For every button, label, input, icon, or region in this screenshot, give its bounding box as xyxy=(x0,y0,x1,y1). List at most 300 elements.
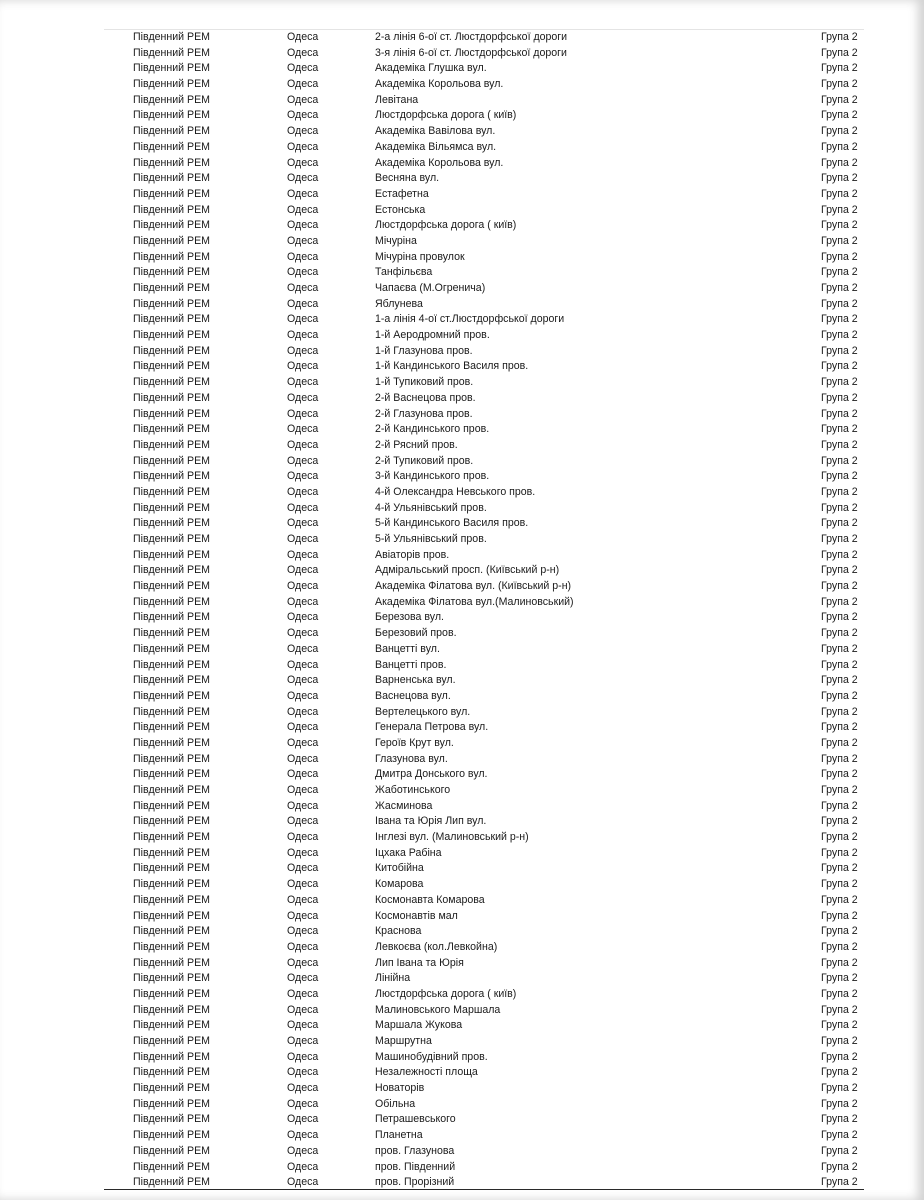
rem-cell: Південний РЕМ xyxy=(133,78,210,91)
rem-cell: Південний РЕМ xyxy=(133,423,210,436)
table-row xyxy=(0,438,924,454)
city-cell: Одеса xyxy=(287,1050,319,1063)
group-cell: Група 2 xyxy=(821,313,858,326)
street-cell: пров. Південний xyxy=(375,1160,456,1173)
street-cell: Академіка Корольова вул. xyxy=(375,156,504,169)
group-cell: Група 2 xyxy=(821,689,858,702)
city-cell: Одеса xyxy=(287,674,319,687)
rem-cell: Південний РЕМ xyxy=(133,187,210,200)
street-cell: Краснова xyxy=(375,925,422,938)
table-row xyxy=(0,720,924,736)
table-row xyxy=(0,893,924,909)
street-cell: Мічуріна провулок xyxy=(375,250,465,263)
city-cell: Одеса xyxy=(287,219,319,232)
street-cell: Вертелецького вул. xyxy=(375,705,471,718)
street-cell: Комарова xyxy=(375,878,424,891)
group-cell: Група 2 xyxy=(821,611,858,624)
table-row xyxy=(0,1112,924,1128)
street-cell: Івана та Юрія Лип вул. xyxy=(375,815,487,828)
rem-cell: Південний РЕМ xyxy=(133,62,210,75)
group-cell: Група 2 xyxy=(821,438,858,451)
city-cell: Одеса xyxy=(287,1003,319,1016)
city-cell: Одеса xyxy=(287,1097,319,1110)
rem-cell: Південний РЕМ xyxy=(133,784,210,796)
table-row xyxy=(0,814,924,830)
street-cell: Космонавтів мал xyxy=(375,909,458,922)
group-cell: Група 2 xyxy=(821,1019,858,1032)
street-cell: Яблунева xyxy=(375,297,423,310)
group-cell: Група 2 xyxy=(821,485,858,498)
group-cell: Група 2 xyxy=(821,1066,858,1079)
street-cell: Лінійна xyxy=(375,972,411,985)
city-cell: Одеса xyxy=(287,1129,319,1142)
table-row xyxy=(0,171,924,187)
rem-cell: Південний РЕМ xyxy=(133,580,210,593)
table-row xyxy=(0,846,924,862)
city-cell: Одеса xyxy=(287,454,319,467)
table-row xyxy=(0,877,924,893)
table-row xyxy=(0,987,924,1003)
rem-cell: Південний РЕМ xyxy=(133,689,210,702)
city-cell: Одеса xyxy=(287,736,319,749)
rem-cell: Південний РЕМ xyxy=(133,517,210,530)
group-cell: Група 2 xyxy=(821,407,858,420)
table-row xyxy=(0,218,924,234)
group-cell: Група 2 xyxy=(821,360,858,373)
group-cell: Група 2 xyxy=(821,580,858,593)
group-cell: Група 2 xyxy=(821,297,858,310)
city-cell: Одеса xyxy=(287,172,319,185)
city-cell: Одеса xyxy=(287,1160,319,1173)
rem-cell: Південний РЕМ xyxy=(133,846,210,859)
street-cell: Васнецова вул. xyxy=(375,689,451,702)
group-cell: Група 2 xyxy=(821,391,858,404)
group-cell: Група 2 xyxy=(821,1129,858,1142)
group-cell: Група 2 xyxy=(821,1160,858,1173)
rem-cell: Південний РЕМ xyxy=(133,1097,210,1110)
city-cell: Одеса xyxy=(287,109,319,122)
street-cell: Академіка Вавілова вул. xyxy=(375,125,496,138)
group-cell: Група 2 xyxy=(821,1144,858,1157)
street-cell: 1-й Глазунова пров. xyxy=(375,344,473,357)
group-cell: Група 2 xyxy=(821,956,858,969)
group-cell: Група 2 xyxy=(821,940,858,953)
street-cell: Люстдорфська дорога ( київ) xyxy=(375,987,517,1000)
table-row xyxy=(0,689,924,705)
rem-cell: Південний РЕМ xyxy=(133,674,210,687)
city-cell: Одеса xyxy=(287,1144,319,1157)
street-cell: 2-й Тупиковий пров. xyxy=(375,454,474,467)
group-cell: Група 2 xyxy=(821,203,858,216)
city-cell: Одеса xyxy=(287,391,319,404)
group-cell: Група 2 xyxy=(821,454,858,467)
street-cell: Варненська вул. xyxy=(375,674,456,687)
group-cell: Група 2 xyxy=(821,909,858,922)
street-cell: Китобійна xyxy=(375,862,424,875)
rem-cell: Південний РЕМ xyxy=(133,972,210,985)
rem-cell: Південний РЕМ xyxy=(133,940,210,953)
city-cell: Одеса xyxy=(287,893,319,906)
street-cell: Чапаєва (М.Огренича) xyxy=(375,282,486,294)
city-cell: Одеса xyxy=(287,62,319,75)
table-row xyxy=(0,673,924,689)
street-cell: Іцхака Рабіна xyxy=(375,846,442,859)
rem-cell: Південний РЕМ xyxy=(133,721,210,734)
rem-cell: Південний РЕМ xyxy=(133,956,210,969)
rem-cell: Південний РЕМ xyxy=(133,501,210,514)
city-cell: Одеса xyxy=(287,470,319,483)
rem-cell: Південний РЕМ xyxy=(133,1066,210,1079)
rem-cell: Південний РЕМ xyxy=(133,376,210,389)
rem-cell: Південний РЕМ xyxy=(133,799,210,812)
city-cell: Одеса xyxy=(287,140,319,153)
street-cell: Жаботинського xyxy=(375,784,451,796)
rem-cell: Південний РЕМ xyxy=(133,485,210,498)
table-row xyxy=(0,1097,924,1113)
street-cell: 2-а лінія 6-ої ст. Люстдорфської дороги xyxy=(375,31,568,43)
rem-cell: Південний РЕМ xyxy=(133,533,210,545)
table-row xyxy=(0,830,924,846)
rem-cell: Південний РЕМ xyxy=(133,893,210,906)
table-row xyxy=(0,1144,924,1160)
table-row xyxy=(0,93,924,109)
rem-cell: Південний РЕМ xyxy=(133,140,210,153)
group-cell: Група 2 xyxy=(821,658,858,671)
street-cell: Академіка Глушка вул. xyxy=(375,62,487,75)
city-cell: Одеса xyxy=(287,31,319,43)
table-row xyxy=(0,407,924,423)
rem-cell: Південний РЕМ xyxy=(133,156,210,169)
city-cell: Одеса xyxy=(287,93,319,106)
rem-cell: Південний РЕМ xyxy=(133,1144,210,1157)
street-cell: Глазунова вул. xyxy=(375,752,448,765)
group-cell: Група 2 xyxy=(821,548,858,561)
city-cell: Одеса xyxy=(287,784,319,796)
group-cell: Група 2 xyxy=(821,156,858,169)
group-cell: Група 2 xyxy=(821,46,858,59)
table-row xyxy=(0,658,924,674)
city-cell: Одеса xyxy=(287,658,319,671)
city-cell: Одеса xyxy=(287,846,319,859)
group-cell: Група 2 xyxy=(821,1176,858,1189)
rem-cell: Південний РЕМ xyxy=(133,878,210,891)
city-cell: Одеса xyxy=(287,627,319,640)
group-cell: Група 2 xyxy=(821,329,858,342)
table-row xyxy=(0,250,924,266)
rem-cell: Південний РЕМ xyxy=(133,360,210,373)
street-cell: 2-й Кандинського пров. xyxy=(375,423,490,436)
rem-cell: Південний РЕМ xyxy=(133,642,210,655)
table-row xyxy=(0,469,924,485)
city-cell: Одеса xyxy=(287,815,319,828)
table-row xyxy=(0,77,924,93)
city-cell: Одеса xyxy=(287,250,319,263)
table-row xyxy=(0,124,924,140)
table-row xyxy=(0,108,924,124)
group-cell: Група 2 xyxy=(821,93,858,106)
rem-cell: Південний РЕМ xyxy=(133,125,210,138)
table-row xyxy=(0,501,924,517)
rem-cell: Південний РЕМ xyxy=(133,768,210,781)
group-cell: Група 2 xyxy=(821,234,858,247)
city-cell: Одеса xyxy=(287,548,319,561)
table-row xyxy=(0,548,924,564)
city-cell: Одеса xyxy=(287,344,319,357)
rem-cell: Південний РЕМ xyxy=(133,862,210,875)
city-cell: Одеса xyxy=(287,564,319,577)
group-cell: Група 2 xyxy=(821,31,858,43)
group-cell: Група 2 xyxy=(821,109,858,122)
city-cell: Одеса xyxy=(287,203,319,216)
rem-cell: Південний РЕМ xyxy=(133,925,210,938)
table-row xyxy=(0,956,924,972)
group-cell: Група 2 xyxy=(821,423,858,436)
street-cell: 4-й Ульянівський пров. xyxy=(375,501,487,514)
group-cell: Група 2 xyxy=(821,470,858,483)
table-row xyxy=(0,140,924,156)
group-cell: Група 2 xyxy=(821,376,858,389)
table-row xyxy=(0,736,924,752)
table-row xyxy=(0,485,924,501)
group-cell: Група 2 xyxy=(821,799,858,812)
group-cell: Група 2 xyxy=(821,642,858,655)
group-cell: Група 2 xyxy=(821,768,858,781)
table-row xyxy=(0,30,924,46)
rem-cell: Південний РЕМ xyxy=(133,1082,210,1095)
city-cell: Одеса xyxy=(287,297,319,310)
city-cell: Одеса xyxy=(287,595,319,608)
street-cell: Танфільєва xyxy=(375,266,433,279)
table-row xyxy=(0,344,924,360)
street-cell: Академіка Філатова вул. (Київський р-н) xyxy=(375,580,572,593)
street-cell: Академіка Філатова вул.(Малиновський) xyxy=(375,595,574,608)
city-cell: Одеса xyxy=(287,46,319,59)
group-cell: Група 2 xyxy=(821,627,858,640)
city-cell: Одеса xyxy=(287,438,319,451)
table-row xyxy=(0,705,924,721)
city-cell: Одеса xyxy=(287,234,319,247)
rem-cell: Південний РЕМ xyxy=(133,1003,210,1016)
group-cell: Група 2 xyxy=(821,815,858,828)
street-cell: Авіаторів пров. xyxy=(375,548,450,561)
table-row xyxy=(0,971,924,987)
group-cell: Група 2 xyxy=(821,925,858,938)
street-cell: Машинобудівний пров. xyxy=(375,1050,488,1063)
city-cell: Одеса xyxy=(287,1019,319,1032)
table-row xyxy=(0,799,924,815)
city-cell: Одеса xyxy=(287,485,319,498)
street-cell: Левітана xyxy=(375,93,419,106)
table-row xyxy=(0,297,924,313)
rem-cell: Південний РЕМ xyxy=(133,815,210,828)
table-row xyxy=(0,610,924,626)
street-cell: 4-й Олександра Невського пров. xyxy=(375,485,536,498)
city-cell: Одеса xyxy=(287,799,319,812)
table-row xyxy=(0,1050,924,1066)
table-row xyxy=(0,1081,924,1097)
rem-cell: Південний РЕМ xyxy=(133,736,210,749)
table-row xyxy=(0,1160,924,1176)
table-row xyxy=(0,752,924,768)
table-row xyxy=(0,1065,924,1081)
street-cell: Люстдорфська дорога ( київ) xyxy=(375,219,517,232)
table-row xyxy=(0,61,924,77)
group-cell: Група 2 xyxy=(821,1113,858,1126)
rem-cell: Південний РЕМ xyxy=(133,564,210,577)
group-cell: Група 2 xyxy=(821,501,858,514)
group-cell: Група 2 xyxy=(821,1003,858,1016)
table-row xyxy=(0,1034,924,1050)
group-cell: Група 2 xyxy=(821,784,858,796)
street-cell: 1-й Кандинського Василя пров. xyxy=(375,360,529,373)
outage-table xyxy=(0,30,924,1191)
group-cell: Група 2 xyxy=(821,721,858,734)
group-cell: Група 2 xyxy=(821,172,858,185)
street-cell: Весняна вул. xyxy=(375,172,440,185)
rem-cell: Південний РЕМ xyxy=(133,1176,210,1189)
table-row xyxy=(0,422,924,438)
group-cell: Група 2 xyxy=(821,282,858,294)
rem-cell: Південний РЕМ xyxy=(133,219,210,232)
table-row xyxy=(0,924,924,940)
rem-cell: Південний РЕМ xyxy=(133,203,210,216)
table-row xyxy=(0,375,924,391)
rem-cell: Південний РЕМ xyxy=(133,250,210,263)
rem-cell: Південний РЕМ xyxy=(133,454,210,467)
city-cell: Одеса xyxy=(287,533,319,545)
table-row xyxy=(0,909,924,925)
street-cell: Лип Івана та Юрія xyxy=(375,956,464,969)
group-cell: Група 2 xyxy=(821,266,858,279)
table-row xyxy=(0,563,924,579)
table-row xyxy=(0,328,924,344)
rem-cell: Південний РЕМ xyxy=(133,470,210,483)
rem-cell: Південний РЕМ xyxy=(133,344,210,357)
street-cell: 1-а лінія 4-ої ст.Люстдорфської дороги xyxy=(375,313,565,326)
street-cell: 2-й Глазунова пров. xyxy=(375,407,473,420)
group-cell: Група 2 xyxy=(821,878,858,891)
city-cell: Одеса xyxy=(287,360,319,373)
street-cell: 1-й Тупиковий пров. xyxy=(375,376,474,389)
rem-cell: Південний РЕМ xyxy=(133,705,210,718)
street-cell: Обільна xyxy=(375,1097,416,1110)
city-cell: Одеса xyxy=(287,282,319,294)
rem-cell: Південний РЕМ xyxy=(133,611,210,624)
street-cell: Новаторів xyxy=(375,1082,425,1095)
rem-cell: Південний РЕМ xyxy=(133,93,210,106)
rem-cell: Південний РЕМ xyxy=(133,282,210,294)
group-cell: Група 2 xyxy=(821,736,858,749)
city-cell: Одеса xyxy=(287,878,319,891)
street-cell: Адміральський просп. (Київський р-н) xyxy=(375,564,560,577)
group-cell: Група 2 xyxy=(821,1035,858,1047)
city-cell: Одеса xyxy=(287,721,319,734)
group-cell: Група 2 xyxy=(821,893,858,906)
city-cell: Одеса xyxy=(287,1066,319,1079)
city-cell: Одеса xyxy=(287,611,319,624)
rem-cell: Південний РЕМ xyxy=(133,234,210,247)
city-cell: Одеса xyxy=(287,987,319,1000)
group-cell: Група 2 xyxy=(821,344,858,357)
city-cell: Одеса xyxy=(287,423,319,436)
group-cell: Група 2 xyxy=(821,972,858,985)
table-row xyxy=(0,579,924,595)
street-cell: Естафетна xyxy=(375,187,429,200)
street-cell: Мічуріна xyxy=(375,234,417,247)
city-cell: Одеса xyxy=(287,909,319,922)
group-cell: Група 2 xyxy=(821,752,858,765)
city-cell: Одеса xyxy=(287,407,319,420)
rem-cell: Південний РЕМ xyxy=(133,172,210,185)
table-row xyxy=(0,940,924,956)
group-cell: Група 2 xyxy=(821,705,858,718)
table-row xyxy=(0,454,924,470)
street-cell: Дмитра Донського вул. xyxy=(375,768,488,781)
rem-cell: Південний РЕМ xyxy=(133,831,210,844)
city-cell: Одеса xyxy=(287,956,319,969)
city-cell: Одеса xyxy=(287,1176,319,1189)
table-row xyxy=(0,312,924,328)
city-cell: Одеса xyxy=(287,517,319,530)
street-cell: 2-й Васнецова пров. xyxy=(375,391,476,404)
city-cell: Одеса xyxy=(287,768,319,781)
city-cell: Одеса xyxy=(287,1035,319,1047)
rem-cell: Південний РЕМ xyxy=(133,658,210,671)
group-cell: Група 2 xyxy=(821,62,858,75)
table-row xyxy=(0,156,924,172)
group-cell: Група 2 xyxy=(821,219,858,232)
city-cell: Одеса xyxy=(287,376,319,389)
group-cell: Група 2 xyxy=(821,831,858,844)
city-cell: Одеса xyxy=(287,1113,319,1126)
city-cell: Одеса xyxy=(287,925,319,938)
table-row xyxy=(0,1018,924,1034)
city-cell: Одеса xyxy=(287,187,319,200)
street-cell: Генерала Петрова вул. xyxy=(375,721,489,734)
group-cell: Група 2 xyxy=(821,1082,858,1095)
rem-cell: Південний РЕМ xyxy=(133,1035,210,1047)
street-cell: Космонавта Комарова xyxy=(375,893,485,906)
street-cell: Левкоєва (кол.Левкойна) xyxy=(375,940,498,953)
table-row xyxy=(0,265,924,281)
group-cell: Група 2 xyxy=(821,517,858,530)
street-cell: пров. Глазунова xyxy=(375,1144,455,1157)
table-row xyxy=(0,1003,924,1019)
city-cell: Одеса xyxy=(287,501,319,514)
street-cell: Планетна xyxy=(375,1129,423,1142)
rem-cell: Південний РЕМ xyxy=(133,1113,210,1126)
street-cell: Академіка Вільямса вул. xyxy=(375,140,497,153)
table-row xyxy=(0,626,924,642)
city-cell: Одеса xyxy=(287,642,319,655)
group-cell: Група 2 xyxy=(821,564,858,577)
table-row xyxy=(0,783,924,799)
table-row xyxy=(0,861,924,877)
city-cell: Одеса xyxy=(287,705,319,718)
street-cell: Петрашевського xyxy=(375,1113,456,1126)
rem-cell: Південний РЕМ xyxy=(133,1129,210,1142)
rem-cell: Південний РЕМ xyxy=(133,1160,210,1173)
rem-cell: Південний РЕМ xyxy=(133,438,210,451)
city-cell: Одеса xyxy=(287,689,319,702)
table-row xyxy=(0,187,924,203)
group-cell: Група 2 xyxy=(821,187,858,200)
rem-cell: Південний РЕМ xyxy=(133,627,210,640)
rem-cell: Південний РЕМ xyxy=(133,313,210,326)
city-cell: Одеса xyxy=(287,313,319,326)
table-row xyxy=(0,46,924,62)
table-row xyxy=(0,516,924,532)
